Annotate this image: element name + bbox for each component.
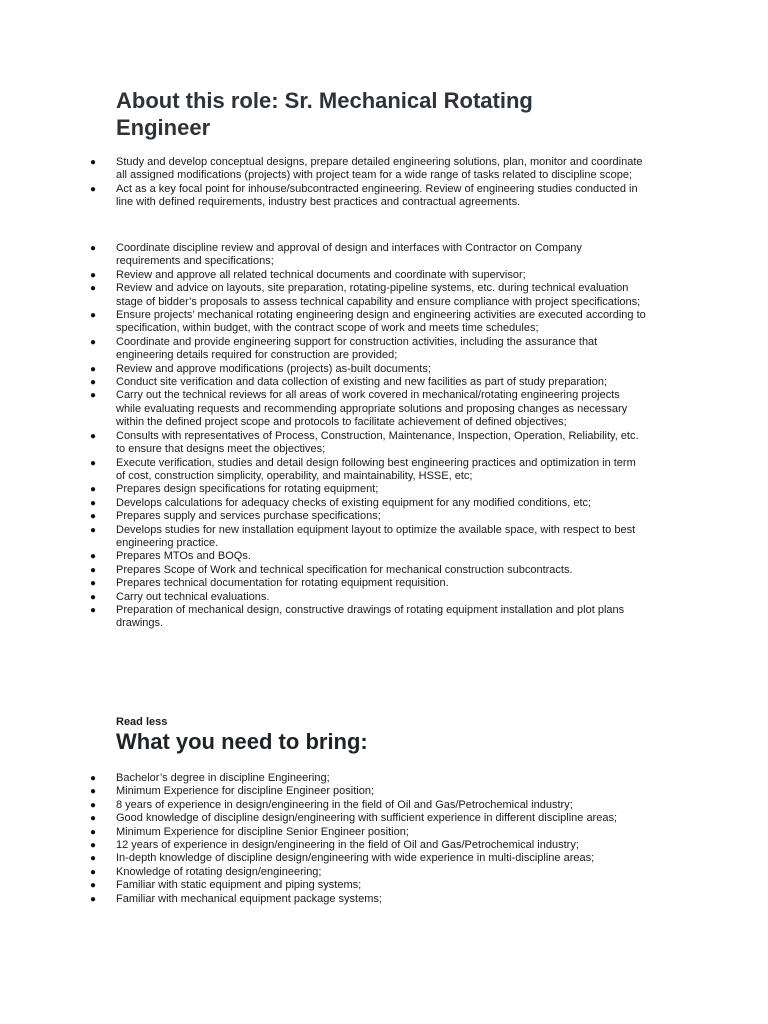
bullet-icon: ● bbox=[90, 880, 97, 892]
bullet-icon: ● bbox=[90, 497, 97, 509]
list-item bbox=[0, 785, 646, 798]
bullet-icon: ● bbox=[90, 578, 97, 590]
list-item bbox=[0, 483, 646, 496]
list-item bbox=[0, 550, 646, 563]
bullet-icon: ● bbox=[90, 363, 97, 375]
list-item bbox=[0, 363, 646, 376]
bullet-icon: ● bbox=[90, 511, 97, 523]
list-item-text: Minimum Experience for discipline Senior Engineer position; bbox=[116, 825, 409, 838]
bullet-icon: ● bbox=[90, 269, 97, 281]
list-item-text: Coordinate discipline review and approval of design and interfaces with Contractor on Company requirements and specifications; bbox=[116, 242, 582, 268]
bullet-icon: ● bbox=[90, 183, 97, 195]
list-item bbox=[0, 879, 646, 892]
list-item bbox=[0, 852, 646, 865]
bullet-icon: ● bbox=[90, 813, 97, 825]
list-item bbox=[0, 591, 646, 604]
list-item-text: Prepares supply and services purchase specifications; bbox=[116, 510, 381, 523]
list-item-text: Prepares design specifications for rotating equipment; bbox=[116, 483, 379, 496]
list-item-text: Conduct site verification and data collection of existing and new facilities as part of study preparation; bbox=[116, 376, 607, 389]
bullet-icon: ● bbox=[90, 840, 97, 852]
bullet-icon: ● bbox=[90, 564, 97, 576]
bullet-icon: ● bbox=[90, 457, 97, 469]
bullet-icon: ● bbox=[90, 551, 97, 563]
list-item bbox=[0, 799, 646, 812]
list-item bbox=[0, 389, 646, 429]
list-item-text: Prepares Scope of Work and technical specification for mechanical construction subcontracts. bbox=[116, 563, 573, 576]
list-item bbox=[0, 282, 646, 309]
bullet-icon: ● bbox=[90, 524, 97, 536]
list-item bbox=[0, 839, 646, 852]
bullet-icon: ● bbox=[90, 799, 97, 811]
bullet-icon: ● bbox=[90, 243, 97, 254]
bullet-icon: ● bbox=[90, 283, 97, 295]
bullet-icon: ● bbox=[90, 866, 97, 878]
list-item-text: Review and approve all related technical documents and coordinate with supervisor; bbox=[116, 268, 526, 281]
bullet-icon: ● bbox=[90, 484, 97, 496]
bullet-icon: ● bbox=[90, 377, 97, 389]
list-item bbox=[0, 772, 646, 785]
bullet-icon: ● bbox=[90, 157, 97, 168]
bullet-icon: ● bbox=[90, 430, 97, 442]
list-item bbox=[0, 524, 646, 551]
list-item bbox=[0, 510, 646, 523]
list-item-text: 8 years of experience in design/engineering in the field of Oil and Gas/Petrochemical industry; bbox=[116, 798, 573, 811]
list-item-text: Carry out the technical reviews for all areas of work covered in mechanical/rotating engineering projects while evaluating requests and recommending appropriate solutions and proposing changes as necessary within the defined project scope and protocols to facilitate achievement of defined objectives; bbox=[116, 389, 628, 429]
list-item-text: Act as a key focal point for inhouse/subcontracted engineering. Review of engineering studies conducted in line with defined requirements, industry best practices and contractual agreements. bbox=[116, 182, 638, 209]
list-item bbox=[0, 604, 646, 631]
list-item-text: Prepares technical documentation for rotating equipment requisition. bbox=[116, 577, 449, 590]
list-item bbox=[0, 893, 646, 906]
read-less-link[interactable]: Read less bbox=[116, 716, 168, 728]
list-item-text: Familiar with static equipment and piping systems; bbox=[116, 879, 362, 892]
list-item bbox=[0, 812, 646, 825]
bullet-icon: ● bbox=[90, 853, 97, 865]
list-item-text: In-depth knowledge of discipline design/engineering with wide experience in multi-discipline areas; bbox=[116, 852, 595, 865]
bullet-icon: ● bbox=[90, 893, 97, 905]
page-title: About this role: Sr. Mechanical Rotating Engineer bbox=[116, 88, 533, 140]
list-item bbox=[0, 497, 646, 510]
list-item bbox=[0, 269, 646, 282]
responsibilities-list-top bbox=[0, 156, 646, 210]
list-item bbox=[0, 826, 646, 839]
list-item-text: Consults with representatives of Process, Construction, Maintenance, Inspection, Operation, Reliability, etc. to ensure that designs meet the objectives; bbox=[116, 429, 639, 456]
list-item-text: Preparation of mechanical design, constructive drawings of rotating equipment installation and plot plans drawings. bbox=[116, 603, 625, 630]
list-item-text: Develops studies for new installation equipment layout to optimize the available space, with respect to best engineering practice. bbox=[116, 523, 636, 549]
bullet-icon: ● bbox=[90, 336, 97, 348]
list-item bbox=[0, 866, 646, 879]
list-item bbox=[0, 183, 646, 210]
list-item-text: Ensure projects’ mechanical rotating engineering design and engineering activities are executed according to specification, within budget, with the contract scope of work and meets time schedules; bbox=[116, 309, 646, 335]
responsibilities-list bbox=[0, 242, 646, 631]
list-item bbox=[0, 430, 646, 457]
list-item-text: Review and advice on layouts, site preparation, rotating-pipeline systems, etc. during technical evaluation stage of bidder’s proposals to assess technical capability and ensure compliance with project specifications; bbox=[116, 282, 641, 308]
list-item bbox=[0, 156, 646, 183]
bullet-icon: ● bbox=[90, 786, 97, 798]
list-item-text: Develops calculations for adequacy checks of existing equipment for any modified conditions, etc; bbox=[116, 496, 592, 509]
list-item bbox=[0, 376, 646, 389]
list-item bbox=[0, 577, 646, 590]
list-item-text: Familiar with mechanical equipment package systems; bbox=[116, 892, 382, 905]
bullet-icon: ● bbox=[90, 773, 97, 784]
list-item bbox=[0, 242, 646, 269]
bullet-icon: ● bbox=[90, 604, 97, 616]
list-item-text: Good knowledge of discipline design/engineering with sufficient experience in different discipline areas; bbox=[116, 812, 618, 825]
list-item-text: Minimum Experience for discipline Engineer position; bbox=[116, 785, 375, 798]
list-item-text: Bachelor’s degree in discipline Engineering; bbox=[116, 772, 330, 784]
requirements-list bbox=[0, 772, 646, 906]
list-item-text: Knowledge of rotating design/engineering; bbox=[116, 865, 322, 878]
list-item bbox=[0, 336, 646, 363]
bullet-icon: ● bbox=[90, 826, 97, 838]
list-item-text: Prepares MTOs and BOQs. bbox=[116, 550, 251, 563]
list-item bbox=[0, 564, 646, 577]
list-item-text: Carry out technical evaluations. bbox=[116, 590, 270, 603]
list-item-text: Execute verification, studies and detail design following best engineering practices and optimization in term of cost, construction simplicity, operability, and maintainability, HSSE, etc; bbox=[116, 456, 636, 482]
requirements-heading: What you need to bring: bbox=[116, 729, 368, 754]
list-item-text: 12 years of experience in design/engineering in the field of Oil and Gas/Petrochemical industry; bbox=[116, 839, 579, 852]
list-item-text: Coordinate and provide engineering support for construction activities, including the assurance that engineering details required for construction are provided; bbox=[116, 335, 598, 362]
list-item bbox=[0, 309, 646, 336]
list-item-text: Study and develop conceptual designs, prepare detailed engineering solutions, plan, monitor and coordinate all assigned modifications (projects) with project team for a wide range of tasks related to discipline scope; bbox=[116, 156, 643, 182]
list-item-text: Review and approve modifications (projects) as-built documents; bbox=[116, 362, 431, 375]
list-item bbox=[0, 457, 646, 484]
bullet-icon: ● bbox=[90, 390, 97, 402]
bullet-icon: ● bbox=[90, 591, 97, 603]
bullet-icon: ● bbox=[90, 310, 97, 322]
